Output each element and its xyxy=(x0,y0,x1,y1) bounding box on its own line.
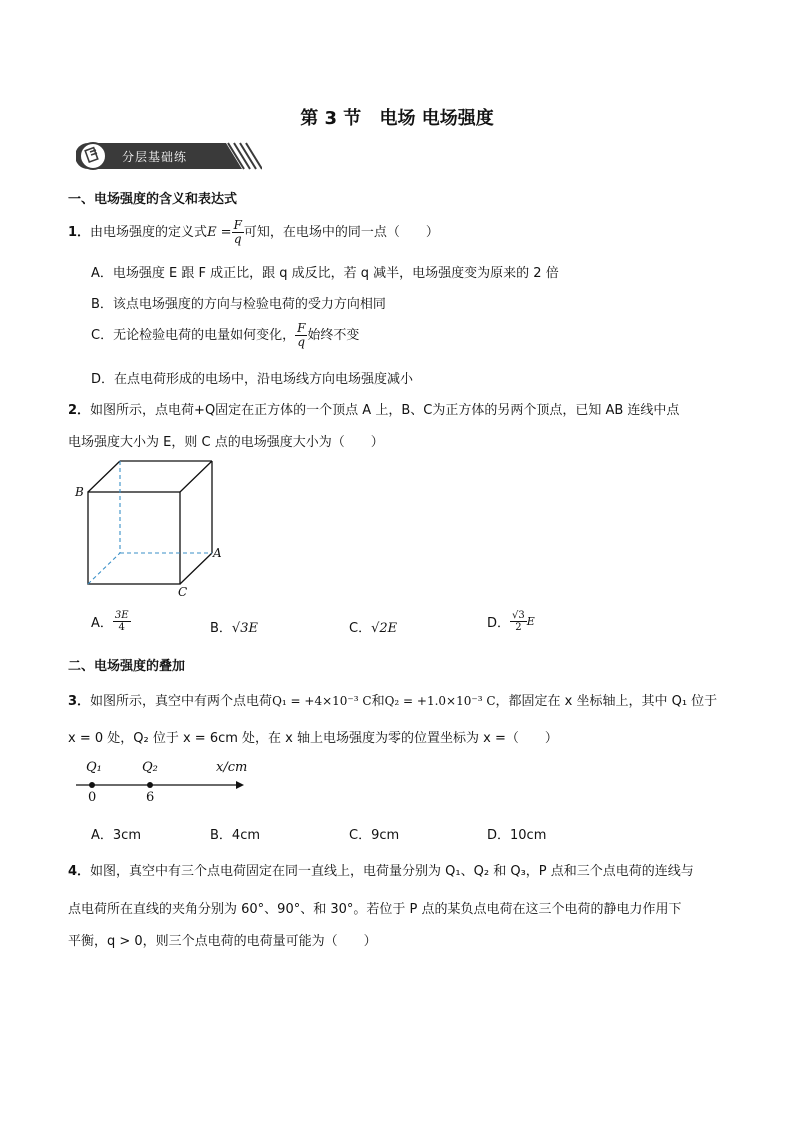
question-2-line-2: 电场强度大小为 E，则 C 点的电场强度大小为（ ） xyxy=(68,435,384,450)
banner-label: 分层基础练 xyxy=(122,150,188,164)
cube-label-a: A xyxy=(213,546,222,560)
question-3-line-2: x = 0 处，Q₂ 位于 x = 6cm 处，在 x 轴上电场强度为零的位置坐标为 x =（ ） xyxy=(68,731,558,746)
cube-label-b: B xyxy=(75,485,84,499)
cube-figure xyxy=(70,456,230,604)
q3-option-a[interactable]: A．3cm xyxy=(91,828,141,843)
question-3-line-1: 3．如图所示，真空中有两个点电荷Q₁ = +4×10⁻³ C和Q₂ = +1.0×10⁻³ C，都固定在 x 坐标轴上，其中 Q₁ 位于 xyxy=(68,694,718,709)
question-4-number: 4． xyxy=(68,864,91,879)
question-2-line-1: 2．如图所示，点电荷+Q固定在正方体的一个顶点 A 上，B、C为正方体的另两个顶点，已知 AB 连线中点 xyxy=(68,403,680,418)
q2-option-b[interactable]: B．√3E xyxy=(210,621,258,636)
axis-label-q1: Q₁ xyxy=(86,760,102,775)
question-1-number: 1． xyxy=(68,225,91,241)
page-title xyxy=(0,104,794,130)
q2-option-c[interactable]: C．√2E xyxy=(349,621,398,636)
axis-label-q2: Q₂ xyxy=(142,760,158,775)
q2-option-a[interactable]: A． $\frac{3E}{4}$ xyxy=(91,610,129,633)
q1-option-b[interactable]: B．该点电场强度的方向与检验电荷的受力方向相同 xyxy=(91,297,386,312)
axis-unit-label: x/cm xyxy=(216,760,248,775)
section-heading-1: 一、电场强度的含义和表达式 xyxy=(68,192,238,207)
title-topic: 电场 电场强度 xyxy=(379,108,494,129)
question-4-line-3: 平衡，q > 0，则三个点电荷的电荷量可能为（ ） xyxy=(68,934,377,949)
q3-option-b[interactable]: B．4cm xyxy=(210,828,261,843)
q3-option-c[interactable]: C．9cm xyxy=(349,828,400,843)
formula-lhs: E = xyxy=(207,225,232,241)
q1-option-d[interactable]: D．在点电荷形成的电场中，沿电场线方向电场强度减小 xyxy=(91,372,414,387)
cube-label-c: C xyxy=(178,585,188,599)
title-section-number: 第 3 节 xyxy=(300,108,362,129)
question-4-line-1: 4．如图，真空中有三个点电荷固定在同一直线上，电荷量分别为 Q₁、Q₂ 和 Q₃，P 点和三个点电荷的连线与 xyxy=(68,864,694,879)
q1-option-a[interactable]: A．电场强度 E 跟 F 成正比，跟 q 成反比，若 q 减半，电场强度变为原来的 2 倍 xyxy=(91,266,559,281)
question-1-stem: 1．由电场强度的定义式E = $\frac{F}{q}$ 可知，在电场中的同一点（ ） xyxy=(68,218,439,247)
q3-option-d[interactable]: D．10cm xyxy=(487,828,547,843)
q1-point xyxy=(89,782,95,788)
q2-option-d[interactable]: D． $\frac{√3}{2}$ E xyxy=(487,610,535,633)
question-3-number: 3． xyxy=(68,694,91,709)
q2-point xyxy=(147,782,153,788)
axis-tick-6: 6 xyxy=(146,790,155,805)
question-2-number: 2． xyxy=(68,403,91,418)
axis-tick-0: 0 xyxy=(88,790,97,805)
formula-fraction: $\frac{F}{q}$ xyxy=(233,218,242,247)
question-4-line-2: 点电荷所在直线的夹角分别为 60°、90°、和 30°。若位于 P 点的某负点电荷在这三个电荷的静电力作用下 xyxy=(68,902,682,917)
q1-option-c[interactable]: C．无论检验电荷的电量如何变化， $\frac{F}{q}$ 始终不变 xyxy=(91,321,360,350)
section-heading-2: 二、电场强度的叠加 xyxy=(68,659,186,674)
axis-figure xyxy=(72,774,244,798)
